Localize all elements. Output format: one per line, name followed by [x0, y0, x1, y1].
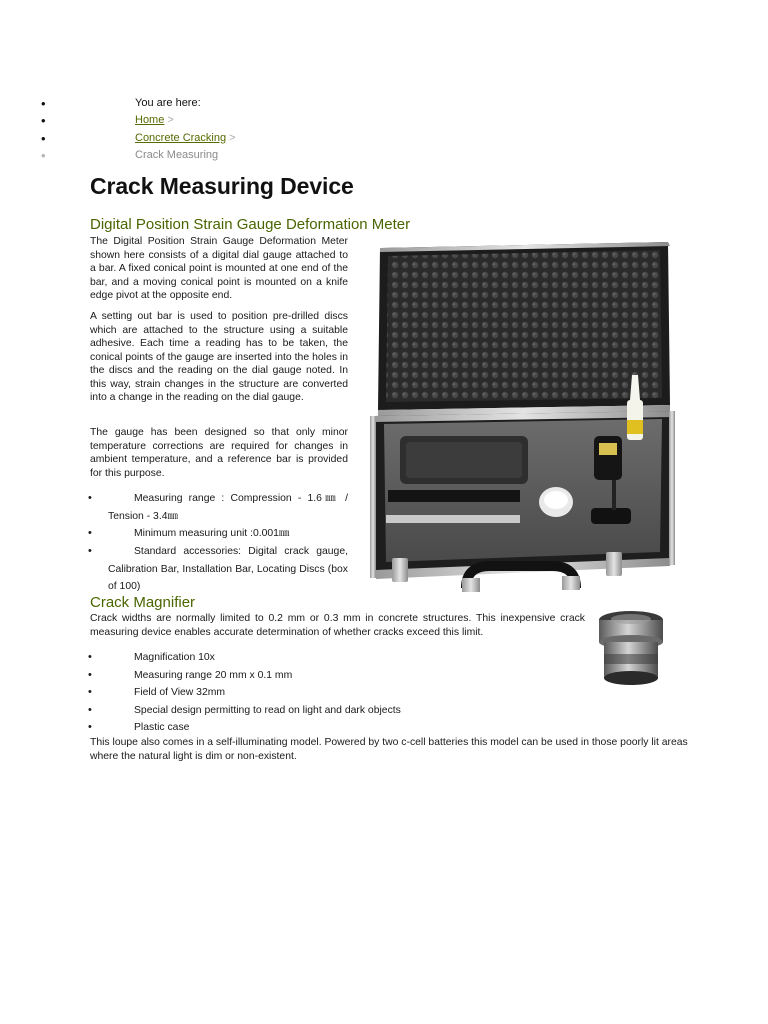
bullet: • [88, 721, 92, 733]
bullet: • [41, 131, 46, 146]
spec-text: Measuring range 20 mm x 0.1 mm [134, 670, 293, 681]
breadcrumb-link-concrete-cracking[interactable]: Concrete Cracking [135, 132, 227, 144]
instrument-case-photo [370, 240, 675, 600]
paragraph: The Digital Position Strain Gauge Deformation Meter shown here consists of a digital dial gauge attached to a bar. A fixed conical point is mounted at one end of the bar, and a moving conical point is mounted on a knife edge pivot at the opposite end. [90, 236, 348, 301]
spec-text: Measuring range : Compression - 1.6㎜ / Tension - 3.4㎜ [108, 493, 348, 522]
breadcrumb-label-row [0, 95, 400, 112]
breadcrumb-item-section [0, 130, 400, 147]
bullet: • [41, 113, 46, 128]
page-title: Crack Measuring Device [90, 173, 354, 199]
spec-text: Special design permitting to read on light and dark objects [134, 705, 401, 716]
paragraph: This loupe also comes in a self-illuminating model. Powered by two c-cell batteries this model can be used in those poorly lit areas where the natural light is dim or non-existent. [90, 737, 688, 762]
paragraph: The gauge has been designed so that only minor temperature corrections are required for changes in ambient temperature, and a reference bar is provided for this purpose. [90, 427, 348, 479]
breadcrumb-item-home [0, 112, 400, 129]
bullet: • [88, 686, 92, 698]
spec-text: Field of View 32mm [134, 687, 226, 698]
spec-text: Magnification 10x [134, 652, 215, 663]
section-heading-crack-magnifier: Crack Magnifier [90, 594, 196, 611]
section-heading-strain-gauge: Digital Position Strain Gauge Deformation Meter [90, 216, 411, 233]
spec-text: Minimum measuring unit :0.001㎜ [134, 528, 290, 539]
breadcrumb-current: Crack Measuring [135, 149, 219, 161]
bullet: • [88, 704, 92, 716]
bullet: • [88, 545, 92, 557]
loupe-photo [595, 610, 667, 694]
breadcrumb-link-home[interactable]: Home [135, 114, 165, 126]
bullet: • [88, 669, 92, 681]
paragraph: A setting out bar is used to position pre-drilled discs which are attached to the structure using a suitable adhesive. Each time a reading has to be taken, the conical points of the gauge are inserted into the holes in the discs and the reading on the dial gauge noted. In this way, strain changes in the structure are converted into a change in the reading on the dial gauge. [90, 311, 348, 403]
bullet: • [41, 148, 46, 163]
breadcrumb-item-current [0, 147, 400, 164]
breadcrumb-separator: > [167, 114, 174, 126]
spec-text: Plastic case [134, 722, 190, 733]
breadcrumb-separator: > [229, 132, 236, 144]
bullet: • [41, 96, 46, 111]
bullet: • [88, 651, 92, 663]
bullet: • [88, 527, 92, 539]
paragraph: Crack widths are normally limited to 0.2 mm or 0.3 mm in concrete structures. This inexpensive crack measuring device enables accurate determination of whether cracks exceed this limit. [90, 613, 585, 638]
bullet: • [88, 492, 92, 504]
breadcrumb-label: You are here: [135, 97, 201, 109]
spec-text: Standard accessories: Digital crack gauge, Calibration Bar, Installation Bar, Locating Discs (box of 100) [108, 546, 348, 592]
